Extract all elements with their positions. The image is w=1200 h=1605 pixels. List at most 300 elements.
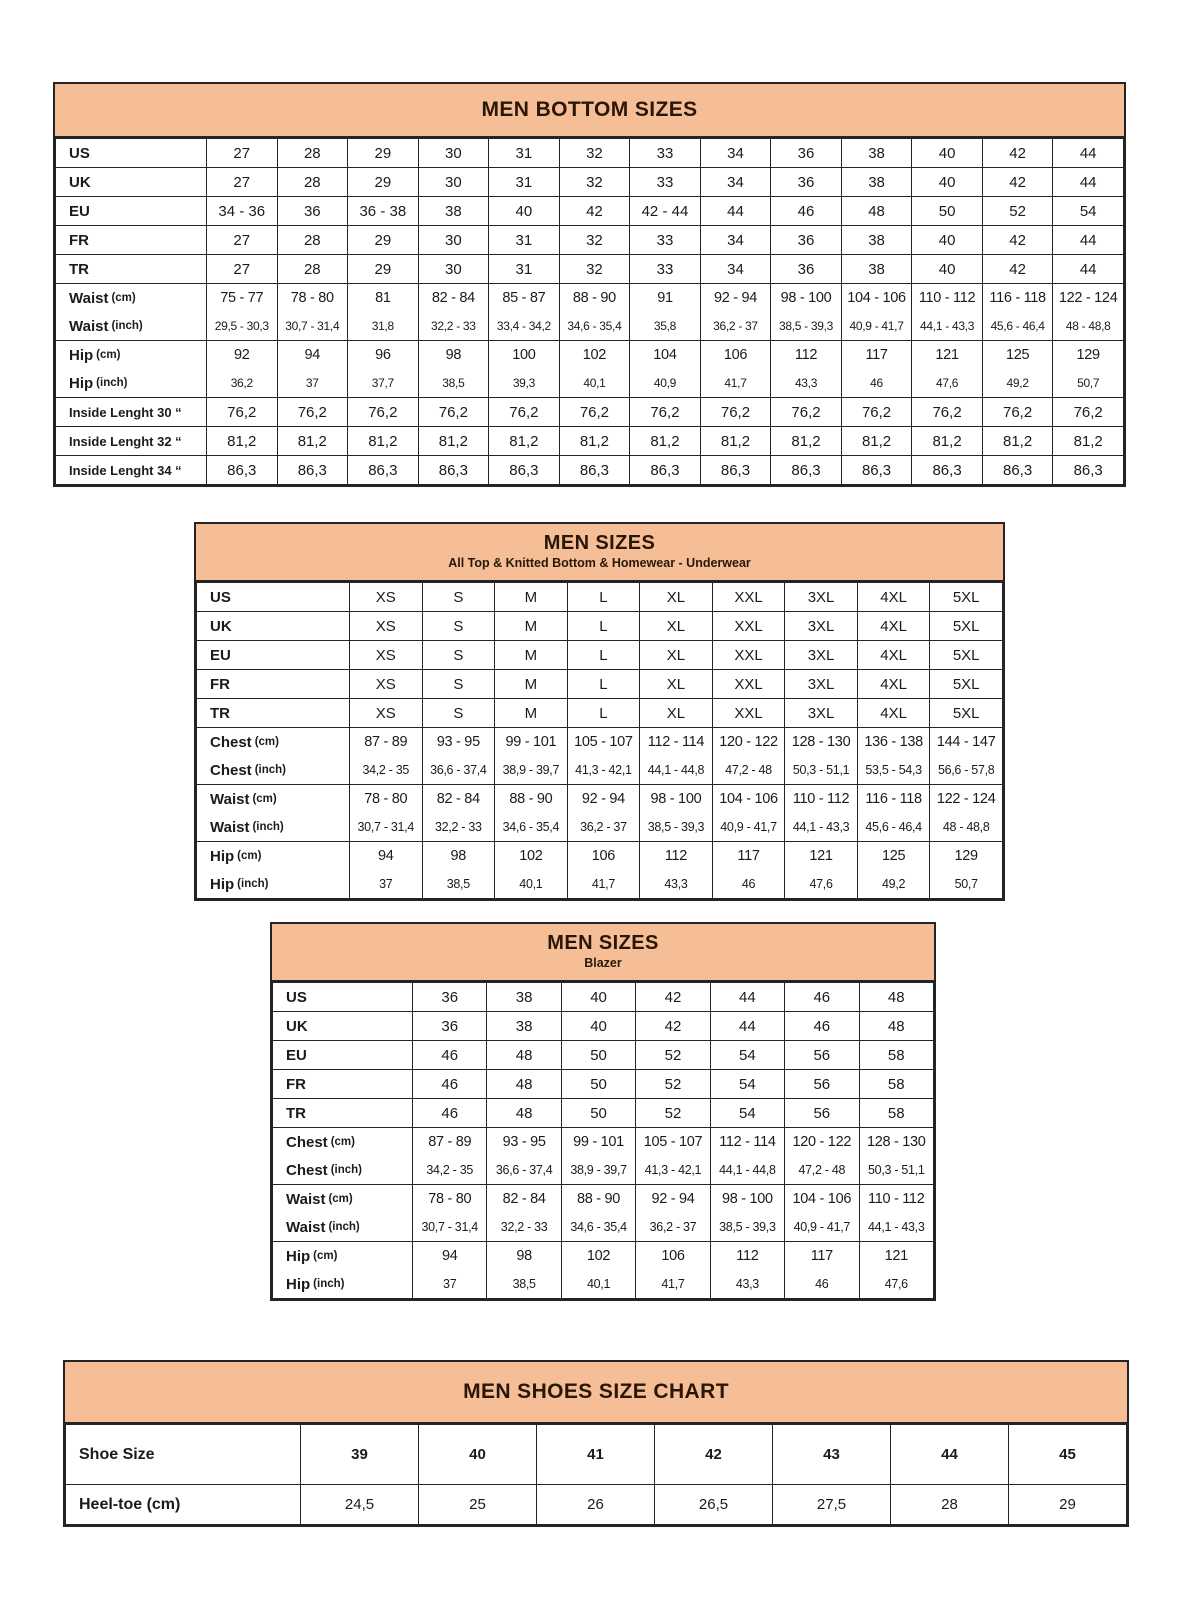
value-cell: 102 40,1 bbox=[495, 842, 568, 899]
value-cell: 76,2 bbox=[207, 398, 278, 427]
row-label-text: Chest bbox=[286, 1161, 328, 1179]
value-cell: 39 bbox=[301, 1425, 419, 1485]
value-cell: 36 bbox=[413, 1012, 487, 1041]
value-cell: 86,3 bbox=[207, 456, 278, 485]
value-cell: 36 bbox=[771, 226, 842, 255]
value-cell: M bbox=[495, 612, 568, 641]
row-label-unit: (cm) bbox=[313, 1250, 338, 1262]
value-cell: 88 - 90 34,6 - 35,4 bbox=[559, 284, 630, 341]
row-label-text: Chest bbox=[210, 733, 252, 751]
row-label: EU bbox=[197, 641, 350, 670]
row-label: US bbox=[273, 983, 413, 1012]
value-cell: 34 bbox=[700, 226, 771, 255]
value-cell: 46 bbox=[785, 1012, 859, 1041]
value-cell: 104 - 106 40,9 - 41,7 bbox=[841, 284, 912, 341]
value-cell: 32 bbox=[559, 255, 630, 284]
value-cell: 30 bbox=[418, 139, 489, 168]
value-cell: 42 bbox=[982, 139, 1053, 168]
value-cell: 48 bbox=[487, 1041, 561, 1070]
value-cell: S bbox=[422, 612, 495, 641]
value-cell: 54 bbox=[710, 1070, 784, 1099]
value-cell: 76,2 bbox=[982, 398, 1053, 427]
value-cell: 86,3 bbox=[1053, 456, 1124, 485]
value-cell: 38 bbox=[841, 168, 912, 197]
value-cell: S bbox=[422, 641, 495, 670]
table-row bbox=[273, 1128, 934, 1185]
value-cell: 27 bbox=[207, 168, 278, 197]
value-cell: 76,2 bbox=[630, 398, 701, 427]
table-title: MEN SIZES bbox=[547, 932, 659, 955]
table-row bbox=[56, 255, 1124, 284]
value-cell: 81,2 bbox=[912, 427, 983, 456]
value-cell: 86,3 bbox=[771, 456, 842, 485]
value-cell: XXL bbox=[712, 670, 785, 699]
row-label: Inside Lenght 30 “ bbox=[56, 398, 207, 427]
value-cell: 44 bbox=[1053, 226, 1124, 255]
table-row bbox=[273, 1070, 934, 1099]
value-cell: 32 bbox=[559, 168, 630, 197]
value-cell: 26 bbox=[537, 1485, 655, 1525]
row-label-text: Waist bbox=[210, 790, 250, 808]
value-cell: 58 bbox=[859, 1070, 933, 1099]
value-cell: 120 - 122 47,2 - 48 bbox=[785, 1128, 859, 1185]
table-row bbox=[197, 785, 1003, 842]
value-cell: 122 - 124 48 - 48,8 bbox=[930, 785, 1003, 842]
value-cell: 5XL bbox=[930, 641, 1003, 670]
row-label-text: Waist bbox=[69, 289, 109, 307]
value-cell: M bbox=[495, 699, 568, 728]
value-cell: 32 bbox=[559, 139, 630, 168]
value-cell: 98 - 100 38,5 - 39,3 bbox=[710, 1185, 784, 1242]
value-cell: 106 41,7 bbox=[636, 1242, 710, 1299]
value-cell: 81,2 bbox=[700, 427, 771, 456]
value-cell: L bbox=[567, 670, 640, 699]
value-cell: 5XL bbox=[930, 583, 1003, 612]
value-cell: 98 38,5 bbox=[422, 842, 495, 899]
value-cell: 86,3 bbox=[841, 456, 912, 485]
row-label: TR bbox=[197, 699, 350, 728]
value-cell: 50 bbox=[912, 197, 983, 226]
value-cell: 48 bbox=[859, 983, 933, 1012]
row-label: US bbox=[197, 583, 350, 612]
value-cell: 27 bbox=[207, 255, 278, 284]
table-row bbox=[273, 1012, 934, 1041]
value-cell: 4XL bbox=[857, 670, 930, 699]
value-cell: 86,3 bbox=[630, 456, 701, 485]
value-cell: 29 bbox=[348, 255, 419, 284]
value-cell: 136 - 138 53,5 - 54,3 bbox=[857, 728, 930, 785]
value-cell: 48 bbox=[487, 1099, 561, 1128]
value-cell: XS bbox=[350, 641, 423, 670]
row-label: FR bbox=[197, 670, 350, 699]
row-label-unit: (cm) bbox=[111, 292, 136, 304]
table-row bbox=[273, 1099, 934, 1128]
value-cell: 81,2 bbox=[418, 427, 489, 456]
value-cell: 31 bbox=[489, 226, 560, 255]
value-cell: 33 bbox=[630, 168, 701, 197]
table-row bbox=[56, 427, 1124, 456]
value-cell: 29 bbox=[1009, 1485, 1127, 1525]
value-cell: 76,2 bbox=[700, 398, 771, 427]
value-cell: 85 - 87 33,4 - 34,2 bbox=[489, 284, 560, 341]
table-row bbox=[66, 1485, 1127, 1525]
value-cell: XL bbox=[640, 699, 713, 728]
value-cell: 81,2 bbox=[559, 427, 630, 456]
value-cell: 27 bbox=[207, 139, 278, 168]
row-label-text: Hip bbox=[286, 1275, 311, 1293]
value-cell: 38 bbox=[841, 139, 912, 168]
value-cell: 52 bbox=[636, 1070, 710, 1099]
value-cell: 110 - 112 44,1 - 43,3 bbox=[912, 284, 983, 341]
men-bottom-sizes-table bbox=[53, 82, 1126, 487]
row-label: EU bbox=[56, 197, 207, 226]
value-cell: 76,2 bbox=[418, 398, 489, 427]
value-cell: 40 bbox=[561, 1012, 635, 1041]
row-label-text: Hip bbox=[286, 1247, 311, 1265]
value-cell: 105 - 107 41,3 - 42,1 bbox=[567, 728, 640, 785]
size-grid bbox=[196, 582, 1003, 899]
value-cell: 3XL bbox=[785, 699, 858, 728]
row-label bbox=[197, 842, 350, 899]
value-cell: 81,2 bbox=[771, 427, 842, 456]
value-cell: 34 bbox=[700, 255, 771, 284]
row-label-unit: (inch) bbox=[252, 821, 284, 833]
value-cell: 76,2 bbox=[348, 398, 419, 427]
value-cell: 42 - 44 bbox=[630, 197, 701, 226]
value-cell: 58 bbox=[859, 1099, 933, 1128]
value-cell: 28 bbox=[277, 226, 348, 255]
row-label-text: Hip bbox=[69, 374, 94, 392]
value-cell: 104 - 106 40,9 - 41,7 bbox=[785, 1185, 859, 1242]
row-label-text: Waist bbox=[69, 317, 109, 335]
row-label-unit: (cm) bbox=[330, 1136, 355, 1148]
value-cell: 93 - 95 36,6 - 37,4 bbox=[422, 728, 495, 785]
value-cell: 34 bbox=[700, 139, 771, 168]
value-cell: 33 bbox=[630, 226, 701, 255]
value-cell: L bbox=[567, 699, 640, 728]
value-cell: 28 bbox=[277, 168, 348, 197]
value-cell: 40 bbox=[912, 168, 983, 197]
value-cell: 44 bbox=[710, 983, 784, 1012]
value-cell: 81,2 bbox=[489, 427, 560, 456]
table-row bbox=[56, 341, 1124, 398]
value-cell: 56 bbox=[785, 1099, 859, 1128]
value-cell: 24,5 bbox=[301, 1485, 419, 1525]
row-label-unit: (cm) bbox=[96, 349, 121, 361]
value-cell: 104 40,9 bbox=[630, 341, 701, 398]
value-cell: 86,3 bbox=[277, 456, 348, 485]
value-cell: 100 39,3 bbox=[489, 341, 560, 398]
value-cell: 116 - 118 45,6 - 46,4 bbox=[982, 284, 1053, 341]
row-label: FR bbox=[56, 226, 207, 255]
value-cell: L bbox=[567, 641, 640, 670]
value-cell: 28 bbox=[891, 1485, 1009, 1525]
table-row bbox=[56, 398, 1124, 427]
value-cell: 5XL bbox=[930, 670, 1003, 699]
value-cell: 42 bbox=[559, 197, 630, 226]
table-subtitle: Blazer bbox=[584, 956, 622, 971]
value-cell: 38 bbox=[841, 255, 912, 284]
value-cell: 75 - 77 29,5 - 30,3 bbox=[207, 284, 278, 341]
value-cell: XL bbox=[640, 612, 713, 641]
row-label-unit: (inch) bbox=[328, 1221, 360, 1233]
value-cell: 110 - 112 44,1 - 43,3 bbox=[785, 785, 858, 842]
value-cell: 105 - 107 41,3 - 42,1 bbox=[636, 1128, 710, 1185]
table-row bbox=[273, 983, 934, 1012]
value-cell: 76,2 bbox=[489, 398, 560, 427]
value-cell: 30 bbox=[418, 168, 489, 197]
value-cell: 93 - 95 36,6 - 37,4 bbox=[487, 1128, 561, 1185]
table-header-band bbox=[65, 1362, 1127, 1424]
value-cell: 92 - 94 36,2 - 37 bbox=[567, 785, 640, 842]
row-label bbox=[273, 1242, 413, 1299]
value-cell: 36 bbox=[771, 139, 842, 168]
row-label-unit: (inch) bbox=[96, 377, 128, 389]
value-cell: 27,5 bbox=[773, 1485, 891, 1525]
value-cell: 38 bbox=[487, 1012, 561, 1041]
value-cell: 48 bbox=[859, 1012, 933, 1041]
value-cell: 3XL bbox=[785, 641, 858, 670]
table-row bbox=[56, 226, 1124, 255]
value-cell: 76,2 bbox=[277, 398, 348, 427]
value-cell: 106 41,7 bbox=[567, 842, 640, 899]
row-label-unit: (cm) bbox=[328, 1193, 353, 1205]
table-row bbox=[273, 1041, 934, 1070]
row-label-text: Hip bbox=[210, 875, 235, 893]
value-cell: 31 bbox=[489, 139, 560, 168]
value-cell: 36 bbox=[771, 255, 842, 284]
table-title: MEN SHOES SIZE CHART bbox=[463, 1379, 729, 1403]
value-cell: 29 bbox=[348, 168, 419, 197]
size-grid bbox=[272, 982, 934, 1299]
value-cell: 32 bbox=[559, 226, 630, 255]
value-cell: 30 bbox=[418, 255, 489, 284]
value-cell: 128 - 130 50,3 - 51,1 bbox=[785, 728, 858, 785]
men-sizes-tops-table bbox=[194, 522, 1005, 901]
value-cell: XL bbox=[640, 670, 713, 699]
value-cell: 81,2 bbox=[982, 427, 1053, 456]
value-cell: 94 37 bbox=[413, 1242, 487, 1299]
value-cell: 121 47,6 bbox=[859, 1242, 933, 1299]
value-cell: 36 bbox=[277, 197, 348, 226]
value-cell: 44 bbox=[1053, 139, 1124, 168]
table-header-band bbox=[196, 524, 1003, 582]
value-cell: M bbox=[495, 583, 568, 612]
value-cell: 86,3 bbox=[489, 456, 560, 485]
value-cell: 98 38,5 bbox=[487, 1242, 561, 1299]
value-cell: 81,2 bbox=[1053, 427, 1124, 456]
value-cell: 4XL bbox=[857, 641, 930, 670]
value-cell: 129 50,7 bbox=[930, 842, 1003, 899]
row-label-unit: (inch) bbox=[237, 878, 269, 890]
value-cell: 44 bbox=[1053, 255, 1124, 284]
value-cell: 38 bbox=[841, 226, 912, 255]
value-cell: 42 bbox=[982, 255, 1053, 284]
value-cell: 56 bbox=[785, 1070, 859, 1099]
table-row bbox=[273, 1185, 934, 1242]
size-grid bbox=[65, 1424, 1127, 1525]
value-cell: 31 bbox=[489, 255, 560, 284]
value-cell: 86,3 bbox=[912, 456, 983, 485]
value-cell: 54 bbox=[710, 1099, 784, 1128]
row-label bbox=[56, 341, 207, 398]
table-row bbox=[56, 168, 1124, 197]
value-cell: 92 - 94 36,2 - 37 bbox=[636, 1185, 710, 1242]
value-cell: 76,2 bbox=[559, 398, 630, 427]
value-cell: 46 bbox=[771, 197, 842, 226]
row-label: Inside Lenght 32 “ bbox=[56, 427, 207, 456]
value-cell: 5XL bbox=[930, 699, 1003, 728]
value-cell: 52 bbox=[982, 197, 1053, 226]
row-label bbox=[273, 1185, 413, 1242]
value-cell: XXL bbox=[712, 612, 785, 641]
value-cell: 81 31,8 bbox=[348, 284, 419, 341]
table-row bbox=[56, 456, 1124, 485]
value-cell: 129 50,7 bbox=[1053, 341, 1124, 398]
value-cell: M bbox=[495, 641, 568, 670]
value-cell: 40 bbox=[419, 1425, 537, 1485]
value-cell: 29 bbox=[348, 139, 419, 168]
row-label: Shoe Size bbox=[66, 1425, 301, 1485]
value-cell: 92 - 94 36,2 - 37 bbox=[700, 284, 771, 341]
value-cell: 106 41,7 bbox=[700, 341, 771, 398]
row-label-unit: (cm) bbox=[252, 793, 277, 805]
value-cell: XL bbox=[640, 583, 713, 612]
value-cell: 81,2 bbox=[348, 427, 419, 456]
value-cell: 76,2 bbox=[841, 398, 912, 427]
value-cell: 104 - 106 40,9 - 41,7 bbox=[712, 785, 785, 842]
value-cell: 42 bbox=[636, 983, 710, 1012]
value-cell: 121 47,6 bbox=[912, 341, 983, 398]
value-cell: 128 - 130 50,3 - 51,1 bbox=[859, 1128, 933, 1185]
value-cell: 86,3 bbox=[348, 456, 419, 485]
row-label bbox=[197, 728, 350, 785]
value-cell: 112 43,3 bbox=[771, 341, 842, 398]
row-label-text: Hip bbox=[69, 346, 94, 364]
value-cell: 3XL bbox=[785, 670, 858, 699]
value-cell: 96 37,7 bbox=[348, 341, 419, 398]
value-cell: 34 bbox=[700, 168, 771, 197]
value-cell: 36 bbox=[413, 983, 487, 1012]
row-label: TR bbox=[273, 1099, 413, 1128]
value-cell: 43 bbox=[773, 1425, 891, 1485]
value-cell: 112 - 114 44,1 - 44,8 bbox=[640, 728, 713, 785]
value-cell: 91 35,8 bbox=[630, 284, 701, 341]
value-cell: 87 - 89 34,2 - 35 bbox=[350, 728, 423, 785]
row-label-text: Chest bbox=[210, 761, 252, 779]
value-cell: 117 46 bbox=[785, 1242, 859, 1299]
value-cell: 38 bbox=[487, 983, 561, 1012]
value-cell: 117 46 bbox=[712, 842, 785, 899]
value-cell: 28 bbox=[277, 139, 348, 168]
value-cell: XS bbox=[350, 699, 423, 728]
value-cell: 52 bbox=[636, 1041, 710, 1070]
value-cell: 56 bbox=[785, 1041, 859, 1070]
value-cell: 42 bbox=[982, 168, 1053, 197]
value-cell: 46 bbox=[413, 1099, 487, 1128]
value-cell: 27 bbox=[207, 226, 278, 255]
value-cell: 40 bbox=[561, 983, 635, 1012]
value-cell: 76,2 bbox=[771, 398, 842, 427]
value-cell: 40 bbox=[912, 226, 983, 255]
table-row bbox=[56, 139, 1124, 168]
row-label: EU bbox=[273, 1041, 413, 1070]
row-label: Inside Lenght 34 “ bbox=[56, 456, 207, 485]
value-cell: 28 bbox=[277, 255, 348, 284]
value-cell: 25 bbox=[419, 1485, 537, 1525]
value-cell: L bbox=[567, 583, 640, 612]
value-cell: S bbox=[422, 583, 495, 612]
value-cell: 45 bbox=[1009, 1425, 1127, 1485]
value-cell: 4XL bbox=[857, 612, 930, 641]
value-cell: 122 - 124 48 - 48,8 bbox=[1053, 284, 1124, 341]
value-cell: 99 - 101 38,9 - 39,7 bbox=[561, 1128, 635, 1185]
value-cell: L bbox=[567, 612, 640, 641]
value-cell: 41 bbox=[537, 1425, 655, 1485]
value-cell: 3XL bbox=[785, 612, 858, 641]
value-cell: 54 bbox=[1053, 197, 1124, 226]
value-cell: 87 - 89 34,2 - 35 bbox=[413, 1128, 487, 1185]
table-row bbox=[197, 842, 1003, 899]
value-cell: 76,2 bbox=[912, 398, 983, 427]
value-cell: 44 bbox=[1053, 168, 1124, 197]
value-cell: 3XL bbox=[785, 583, 858, 612]
table-title: MEN SIZES bbox=[543, 532, 656, 555]
value-cell: 102 40,1 bbox=[559, 341, 630, 398]
value-cell: 102 40,1 bbox=[561, 1242, 635, 1299]
value-cell: 40 bbox=[912, 255, 983, 284]
row-label-text: Waist bbox=[286, 1218, 326, 1236]
value-cell: 86,3 bbox=[700, 456, 771, 485]
row-label-text: Chest bbox=[286, 1133, 328, 1151]
value-cell: 82 - 84 32,2 - 33 bbox=[422, 785, 495, 842]
value-cell: S bbox=[422, 699, 495, 728]
value-cell: 54 bbox=[710, 1041, 784, 1070]
row-label bbox=[197, 785, 350, 842]
row-label-unit: (inch) bbox=[330, 1164, 362, 1176]
table-row bbox=[197, 641, 1003, 670]
row-label: US bbox=[56, 139, 207, 168]
table-row bbox=[56, 197, 1124, 226]
value-cell: 78 - 80 30,7 - 31,4 bbox=[413, 1185, 487, 1242]
value-cell: 81,2 bbox=[630, 427, 701, 456]
value-cell: 78 - 80 30,7 - 31,4 bbox=[277, 284, 348, 341]
value-cell: 36 - 38 bbox=[348, 197, 419, 226]
value-cell: 88 - 90 34,6 - 35,4 bbox=[495, 785, 568, 842]
table-row bbox=[273, 1242, 934, 1299]
value-cell: 33 bbox=[630, 255, 701, 284]
value-cell: 94 37 bbox=[277, 341, 348, 398]
table-header-band bbox=[55, 84, 1124, 138]
value-cell: 50 bbox=[561, 1099, 635, 1128]
men-sizes-blazer-table bbox=[270, 922, 936, 1301]
value-cell: 98 - 100 38,5 - 39,3 bbox=[640, 785, 713, 842]
value-cell: 44 bbox=[891, 1425, 1009, 1485]
value-cell: 48 bbox=[487, 1070, 561, 1099]
value-cell: 46 bbox=[413, 1070, 487, 1099]
value-cell: 78 - 80 30,7 - 31,4 bbox=[350, 785, 423, 842]
value-cell: XS bbox=[350, 583, 423, 612]
value-cell: 29 bbox=[348, 226, 419, 255]
value-cell: 86,3 bbox=[559, 456, 630, 485]
value-cell: 76,2 bbox=[1053, 398, 1124, 427]
value-cell: 36 bbox=[771, 168, 842, 197]
value-cell: 46 bbox=[413, 1041, 487, 1070]
value-cell: XS bbox=[350, 612, 423, 641]
row-label: UK bbox=[273, 1012, 413, 1041]
value-cell: 99 - 101 38,9 - 39,7 bbox=[495, 728, 568, 785]
value-cell: 98 - 100 38,5 - 39,3 bbox=[771, 284, 842, 341]
